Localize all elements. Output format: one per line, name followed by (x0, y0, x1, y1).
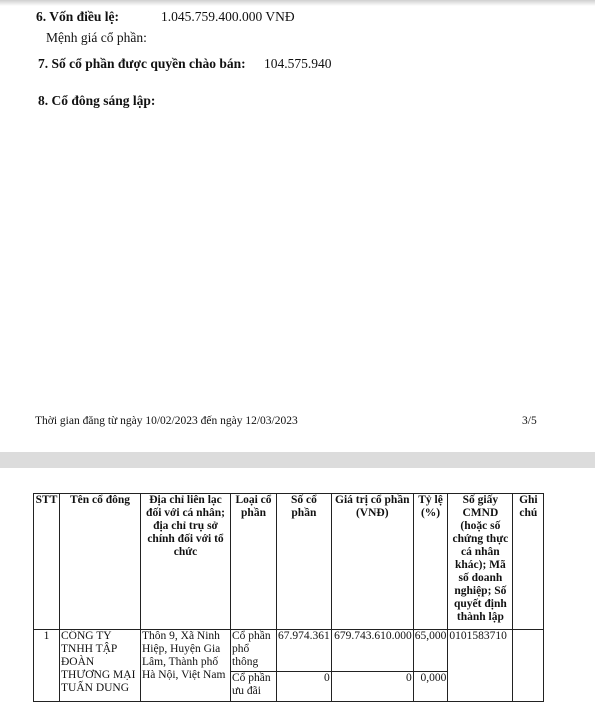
row-value-preferred: 0 (331, 672, 413, 702)
row-share-type-common: Cổ phần phổ thông (231, 630, 277, 672)
offered-shares-value: 104.575.940 (264, 56, 332, 71)
row-shares-common: 67.974.361 (277, 630, 332, 672)
header-address: Địa chỉ liên lạc đối với cá nhân; địa chỉ trụ sở chính đối với tổ chức (141, 494, 231, 630)
row-stt: 1 (34, 630, 60, 702)
table-header-row (34, 494, 544, 630)
header-stt: STT (34, 494, 60, 630)
row-shares-preferred: 0 (277, 672, 332, 702)
charter-capital-value: 1.045.759.400.000 VNĐ (161, 9, 295, 24)
header-id-number: Số giấy CMND (hoặc số chứng thực cá nhân khác); Mã số doanh nghiệp; Số quyết định thành lập (448, 494, 513, 630)
row-share-type-preferred: Cổ phần ưu đãi (231, 672, 277, 702)
offered-shares-label: 7. Số cổ phần được quyền chào bán: (38, 56, 246, 71)
row-business-id: 0101583710 (448, 630, 513, 702)
posting-period: Thời gian đăng từ ngày 10/02/2023 đến ngày 12/03/2023 (35, 415, 298, 427)
row-address: Thôn 9, Xã Ninh Hiệp, Huyện Gia Lâm, Thành phố Hà Nội, Việt Nam (141, 630, 231, 702)
row-ratio-preferred: 0,000 (413, 672, 448, 702)
founding-shareholders-heading: 8. Cổ đông sáng lập: (38, 93, 156, 108)
page-gap (0, 452, 595, 468)
charter-capital-label: 6. Vốn điều lệ: (36, 9, 120, 24)
par-value-label: Mệnh giá cổ phần: (46, 30, 147, 45)
header-share-count: Số cổ phần (277, 494, 332, 630)
header-share-type: Loại cổ phần (231, 494, 277, 630)
header-ratio: Tỷ lệ (%) (413, 494, 448, 630)
document-page-4 (0, 468, 595, 702)
header-share-value: Giá trị cổ phần (VNĐ) (331, 494, 413, 630)
founding-shareholders-table (33, 493, 544, 702)
row-ratio-common: 65,000 (413, 630, 448, 672)
row-note (513, 630, 544, 702)
table-row (34, 630, 544, 672)
header-shareholder-name: Tên cổ đông (60, 494, 141, 630)
header-note: Ghi chú (513, 494, 544, 630)
row-value-common: 679.743.610.000 (331, 630, 413, 672)
page-top-edge (0, 0, 595, 6)
page-number: 3/5 (522, 415, 537, 427)
row-shareholder-name: CÔNG TY TNHH TẬP ĐOÀN THƯƠNG MẠI TUẤN DUNG (60, 630, 141, 702)
